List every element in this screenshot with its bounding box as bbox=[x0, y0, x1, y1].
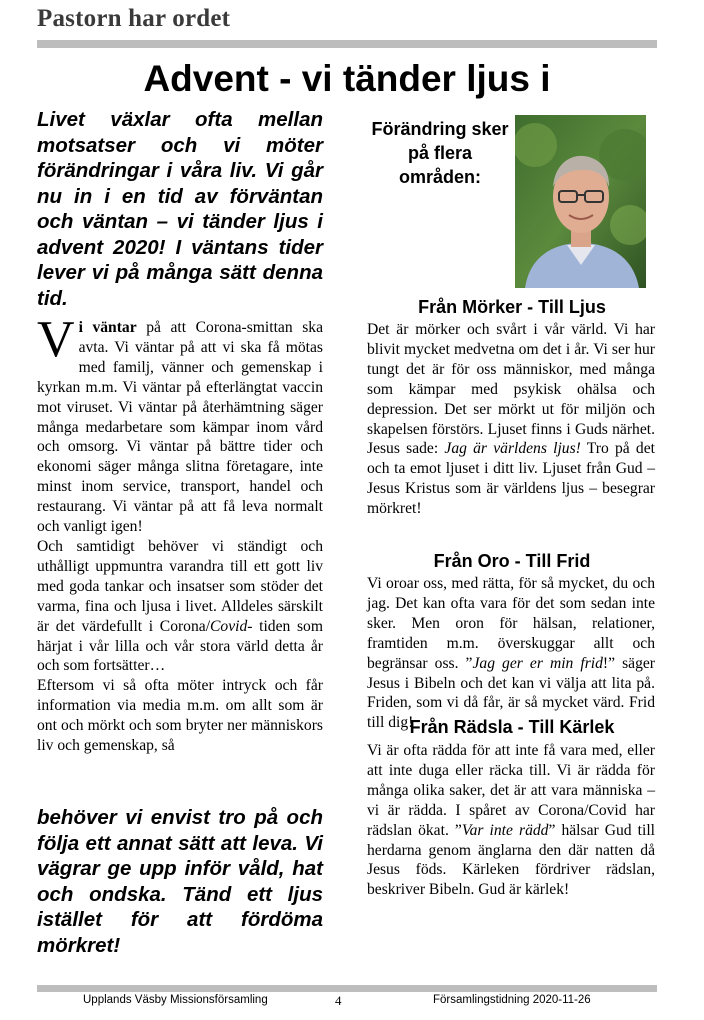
paragraph-1-text: på att Corona-smittan ska avta. Vi väntar på att vi ska få mötas med familj, vänner och gemenskap i kyrkan m.m. Vi väntar på efterlängtat vaccin mot viruset. Vi väntar på återhämtning säger många medarbetare som kämpar inom vård och omsorg. Vi väntar på bättre tider och ekonomi säger många slitna företagare, inte minst inom service, transport, handel och restaurang. Vi väntar på att få leva normalt och vanligt igen! bbox=[37, 319, 323, 536]
body-paragraph-3: Eftersom vi så ofta möter intryck och får information via media m.m. om allt som är ont och mörkt och som bryter ner människors liv och gemenskap, så bbox=[37, 677, 323, 755]
paragraph-2-text-b: - tiden som härjat i vår lilla och vår stora värld detta år och som fortsätter… bbox=[37, 617, 323, 675]
pastor-photo bbox=[515, 115, 646, 288]
section-label: Pastorn har ordet bbox=[37, 5, 231, 32]
section-3-text-b: ” hälsar Gud till herdarna genom änglarna den där natten då Jesus föds. Kärleken fördriver rädslan, beskriver Bibeln. Gud är kärlek! bbox=[367, 821, 655, 899]
footer-organization: Upplands Väsby Missionsförsamling bbox=[83, 994, 268, 1006]
section-worry-to-peace-text bbox=[367, 574, 655, 733]
page-footer bbox=[37, 992, 657, 1012]
heading-fear-to-love: Från Rädsla - Till Kärlek bbox=[409, 717, 615, 737]
page-number: 4 bbox=[335, 993, 342, 1008]
callout-text: Förändring sker på flera områden: bbox=[371, 119, 509, 187]
section-2-italic: Jag ger er min frid bbox=[472, 654, 603, 672]
footer-publication: Församlingstidning 2020-11-26 bbox=[433, 994, 591, 1006]
lead-paragraph: Livet växlar ofta mellan motsatser och vi möter förändringar i våra liv. Vi går nu in i en tid av förväntan och väntan – vi tänder ljus i advent 2020! I väntans tider lever vi på många sätt denna tid. bbox=[37, 108, 323, 310]
section-darkness-to-light-text bbox=[367, 320, 655, 519]
bottom-rule bbox=[37, 985, 657, 992]
left-body-text bbox=[37, 311, 323, 756]
top-rule bbox=[37, 40, 657, 48]
first-words: i väntar bbox=[78, 319, 137, 336]
heading-worry-to-peace: Från Oro - Till Frid bbox=[433, 551, 591, 571]
paragraph-2-italic: Covid bbox=[210, 617, 248, 635]
section-2-text-a: Vi oroar oss, med rätta, för så mycket, du och jag. Det kan ofta vara för det som sedan inte sker. Men oron för hälsan, relationer, framtiden m.m. överskuggar allt och begränsar oss. ” bbox=[367, 575, 655, 672]
drop-cap: V bbox=[37, 311, 75, 368]
section-1-italic: Jag är världens ljus! bbox=[444, 440, 581, 458]
article-title: Advent - vi tänder ljus i bbox=[143, 58, 551, 99]
section-3-italic: Var inte rädd bbox=[461, 821, 549, 839]
body-paragraph-2 bbox=[37, 537, 323, 676]
paragraph-2-text-a: Och samtidigt behöver vi ständigt och uthålligt uppmuntra varandra till ett gott liv med goda tankar och insatser som stöder det varma, fina och ljusa i livet. Alldeles särskilt är det värdefullt i Corona/ bbox=[37, 537, 323, 635]
section-2-text-b: !” säger Jesus i Bibeln och det kan vi välja att lita på. Friden, som vi då får, är så mycket värd. Frid till dig! bbox=[367, 654, 655, 732]
heading-darkness-to-light: Från Mörker - Till Ljus bbox=[418, 297, 606, 317]
section-fear-to-love-text bbox=[367, 741, 655, 900]
body-paragraph-1 bbox=[37, 311, 323, 537]
closing-statement: behöver vi envist tro på och följa ett annat sätt att leva. Vi vägrar ge upp inför våld, hat och ondska. Tänd ett ljus istället för att fördöma mörkret! bbox=[37, 806, 323, 957]
section-1-text-a: Det är mörker och svårt i vår värld. Vi har blivit mycket medvetna om det i år. Vi ser hur tungt det är för oss människor, med många som kämpar med psykisk ohälsa och depression. Det ser mörkt ut för miljön och skapelsen förstörs. Ljuset finns i Guds närhet. Jesus sade: bbox=[367, 321, 655, 458]
section-3-text-a: Vi är ofta rädda för att inte få vara med, eller att inte duga eller räcka till. Vi är rädda för många olika saker, det är att vara människa – vi är rädda. I spåret av Corona/Covid har rädslan ökat. ” bbox=[367, 742, 655, 839]
section-1-text-b: Tro på det och ta emot ljuset i ditt liv. Ljuset från Gud – Jesus Kristus som är världens ljus – besegrar mörkret! bbox=[367, 440, 655, 518]
